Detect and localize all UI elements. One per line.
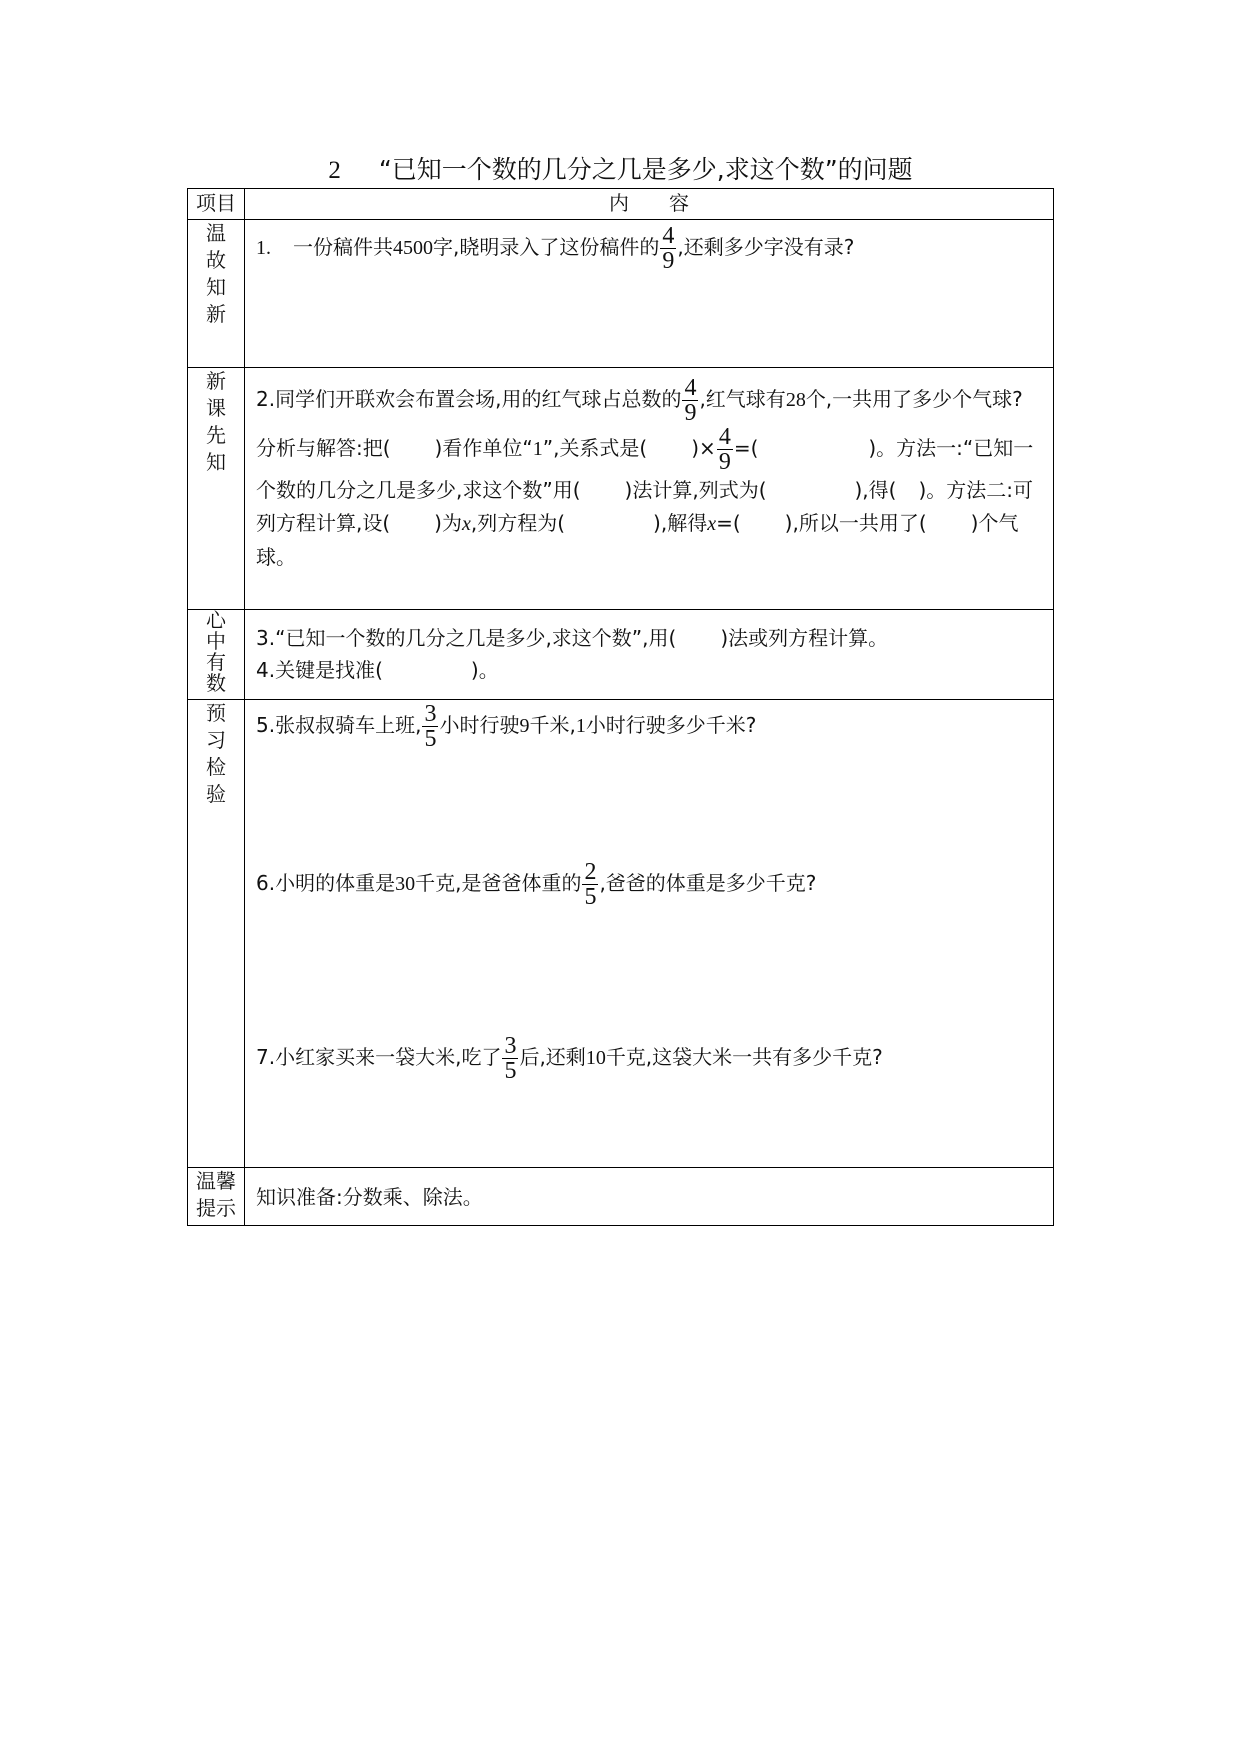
worksheet-table [187,188,1054,1226]
label-tips: 温馨提示 [188,1168,245,1226]
fraction: $\frac{3}{5}$ [504,1033,517,1084]
page-title [0,150,1241,191]
row-review [188,220,1054,368]
fraction: $\frac{4}{9}$ [684,375,697,426]
question-3: 3.“已知一个数的几分之几是多少,求这个数”,用( )法或列方程计算。 [256,626,889,650]
question-5: 5.张叔叔骑车上班, $\frac{3}{5}$ 小时行驶9千米,1小时行驶多少千米? [256,701,757,752]
row-tips [188,1168,1054,1226]
label-key-points: 心中有数 [188,610,245,700]
fraction: $\frac{3}{5}$ [424,701,437,752]
fraction: $\frac{2}{5}$ [584,859,597,910]
title-text: “已知一个数的几分之几是多少,求这个数”的问题 [378,155,913,184]
question-7: 7.小红家买来一袋大米,吃了 $\frac{3}{5}$ 后,还剩10千克,这袋大米一共有多少千克? [256,1033,883,1084]
question-4: 4.关键是找准( )。 [256,658,499,682]
label-check: 预习检验 [188,700,245,1168]
fraction: $\frac{4}{9}$ [718,424,731,475]
section-number: 2 [328,157,341,184]
cell-key-points [245,610,1054,700]
question-2: 2.同学们开联欢会布置会场,用的红气球占总数的 $\frac{4}{9}$ ,红气球有28个,一共用了多少个气球? [256,375,1023,426]
cell-tips [245,1168,1054,1226]
fraction: $\frac{4}{9}$ [662,223,675,274]
row-check [188,700,1054,1168]
tips-text: 知识准备:分数乘、除法。 [256,1184,483,1209]
row-new-lesson [188,368,1054,610]
question-6: 6.小明的体重是30千克,是爸爸体重的 $\frac{2}{5}$ ,爸爸的体重是多少千克? [256,859,817,910]
header-content: 内 容 [245,189,1054,220]
cell-review [245,220,1054,368]
cell-new-lesson [245,368,1054,610]
analysis-paragraph: 分析与解答:把( )看作单位“1”,关系式是( )× $\frac{4}{9}$ =( )。方法一:“已知一个数的几分之几是多少,求这个数”用( )法计算,列式为( ),得( )。方法二:可列方程计算,设( )为x,列方程为( ),解得x=( ),所以一共用了( )个气球。 [256,424,1034,569]
cell-check [245,700,1054,1168]
header-item: 项目 [188,189,245,220]
label-new-lesson: 新课先知 [188,368,245,610]
header-row [188,189,1054,220]
question-1: 1. 一份稿件共4500字,晓明录入了这份稿件的 $\frac{4}{9}$ ,还剩多少字没有录? [256,223,855,274]
row-key-points [188,610,1054,700]
label-review: 温故知新 [188,220,245,368]
